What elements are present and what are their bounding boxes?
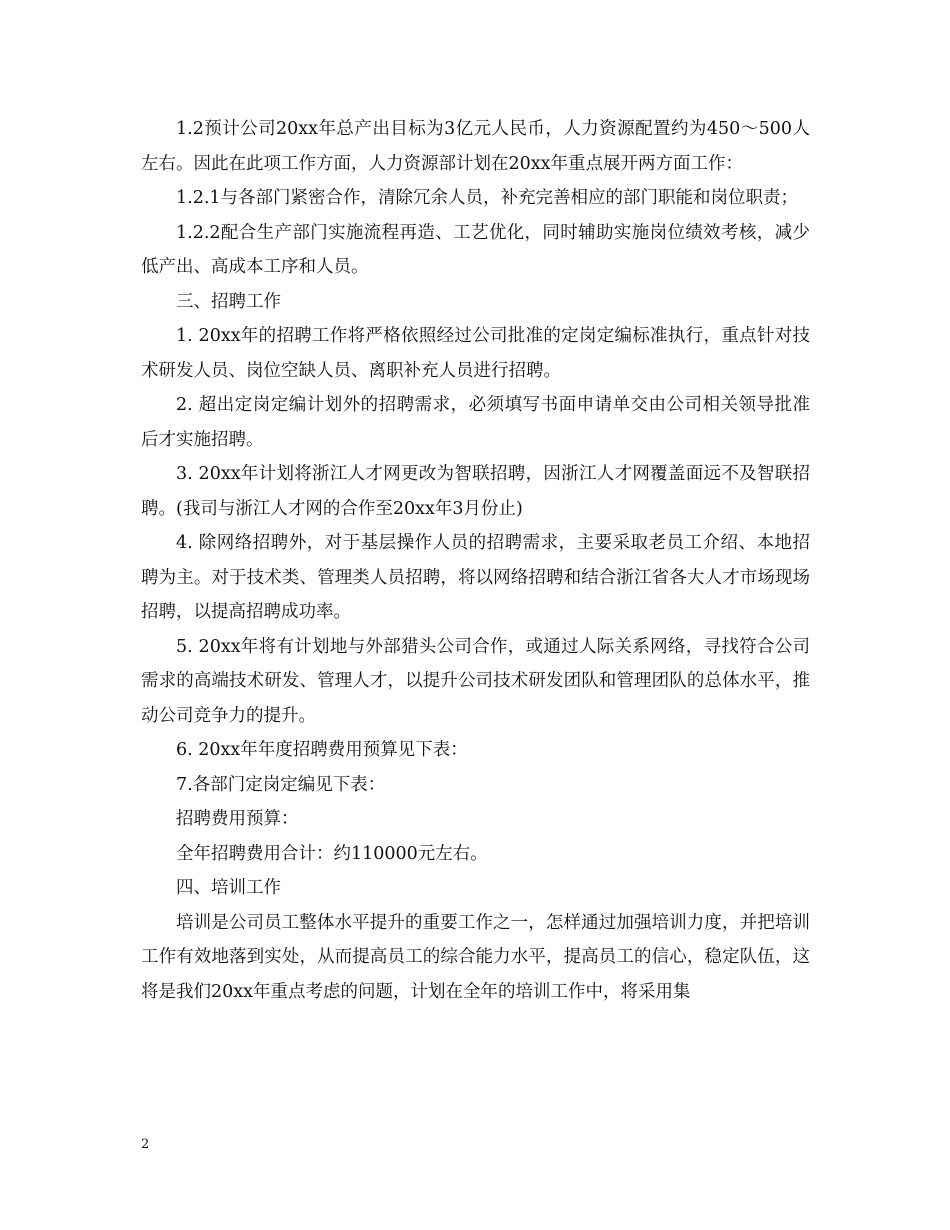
recruitment-item-7: 7.各部门定岗定编见下表： xyxy=(176,774,386,795)
paragraph-1-2-2: 1.2.2配合生产部门实施流程再造、工艺优化，同时辅助实施岗位绩效考核，减少低产出、高成本工序和人员。 xyxy=(141,222,810,277)
training-paragraph: 培训是公司员工整体水平提升的重要工作之一，怎样通过加强培训力度，并把培训工作有效地落到实处，从而提高员工的综合能力水平，提高员工的信心，稳定队伍，这将是我们20xx年重点考虑的问题，计划在全年的培训工作中，将采用集 xyxy=(141,912,810,1002)
recruitment-item-6: 6. 20xx年年度招聘费用预算见下表： xyxy=(176,740,468,760)
section-heading-training: 四、培训工作 xyxy=(176,878,281,898)
recruitment-item-1: 1. 20xx年的招聘工作将严格依照经过公司批准的定岗定编标准执行，重点针对技术研发人员、岗位空缺人员、离职补充人员进行招聘。 xyxy=(141,326,810,381)
paragraph-1-2-1: 1.2.1与各部门紧密合作，清除冗余人员，补充完善相应的部门职能和岗位职责； xyxy=(176,188,799,208)
recruitment-item-2: 2. 超出定岗定编计划外的招聘需求，必须填写书面申请单交由公司相关领导批准后才实施招聘。 xyxy=(141,395,810,450)
document-body xyxy=(141,112,810,1009)
recruitment-item-3: 3. 20xx年计划将浙江人才网更改为智联招聘，因浙江人才网覆盖面远不及智联招聘。(我司与浙江人才网的合作至20xx年3月份止) xyxy=(141,464,810,519)
section-heading-recruitment: 三、招聘工作 xyxy=(176,291,281,312)
recruitment-budget-total: 全年招聘费用合计：约110000元左右。 xyxy=(176,843,488,864)
paragraph-1-2: 1.2预计公司20xx年总产出目标为3亿元人民币，人力资源配置约为450～500人左右。因此在此项工作方面，人力资源部计划在20xx年重点展开两方面工作： xyxy=(141,119,810,174)
page-number: 2 xyxy=(141,1137,150,1152)
recruitment-budget-label: 招聘费用预算： xyxy=(176,809,299,829)
recruitment-item-4: 4. 除网络招聘外，对于基层操作人员的招聘需求，主要采取老员工介绍、本地招聘为主。对于技术类、管理类人员招聘，将以网络招聘和结合浙江省各大人才市场现场招聘，以提高招聘成功率。 xyxy=(141,533,810,622)
recruitment-item-5: 5. 20xx年将有计划地与外部猎头公司合作，或通过人际关系网络，寻找符合公司需求的高端技术研发、管理人才，以提升公司技术研发团队和管理团队的总体水平，推动公司竞争力的提升。 xyxy=(141,636,810,726)
